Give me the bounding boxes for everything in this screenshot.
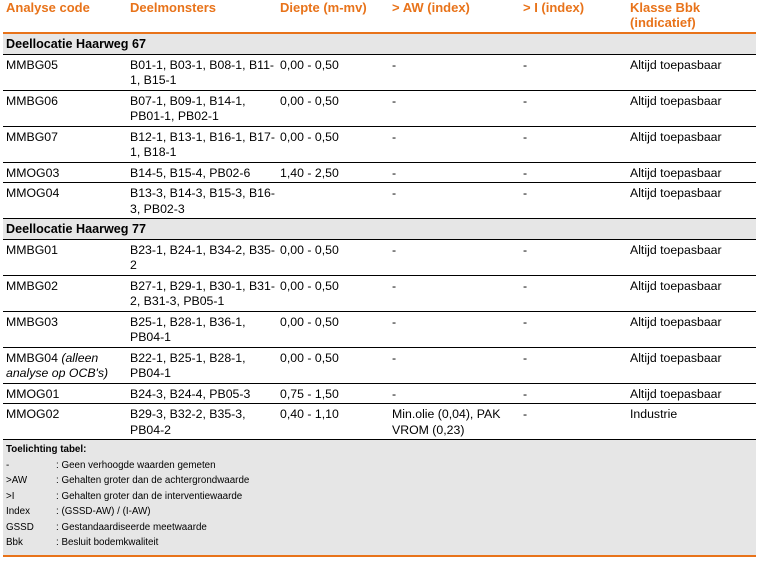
cell-diepte [277, 183, 389, 219]
section-title: Deellocatie Haarweg 77 [3, 219, 756, 240]
legend-item [6, 473, 756, 489]
cell-i-index: - [520, 90, 627, 126]
header-deelmonsters: Deelmonsters [127, 0, 277, 33]
cell-diepte: 1,40 - 2,50 [277, 162, 389, 183]
legend-key: GSSD [6, 521, 34, 533]
cell-aw-index: - [389, 126, 520, 162]
table-row [3, 404, 756, 440]
cell-analyse-code: MMBG02 [3, 275, 127, 311]
cell-i-index: - [523, 407, 528, 421]
cell-deelmonsters: B24-3, B24-4, PB05-3 [127, 383, 277, 404]
cell-deelmonsters: B23-1, B24-1, B34-2, B35-2 [127, 239, 277, 275]
cell-i-index: - [523, 186, 528, 200]
section-title: Deellocatie Haarweg 67 [3, 33, 756, 54]
legend-title: Toelichting tabel: [6, 444, 87, 455]
cell-klasse-bbk: Altijd toepasbaar [627, 311, 756, 347]
cell-aw-index: - [389, 54, 520, 90]
cell-diepte: 0,00 - 0,50 [277, 126, 389, 162]
cell-klasse-bbk: Industrie [630, 407, 678, 421]
header-diepte: Diepte (m-mv) [277, 0, 389, 33]
cell-analyse-code: MMBG03 [3, 311, 127, 347]
legend-key: Bbk [6, 537, 23, 548]
legend-text: : Geen verhoogde waarden gemeten [56, 459, 216, 471]
legend-text: : (GSSD-AW) / (I-AW) [56, 506, 151, 517]
table-row [3, 311, 756, 347]
cell-klasse-bbk: Altijd toepasbaar [627, 239, 756, 275]
cell-analyse-code: MMOG02 [6, 407, 60, 421]
cell-i-index: - [520, 383, 627, 404]
cell-analyse-code [3, 347, 127, 383]
cell-aw-index: - [389, 275, 520, 311]
header-i-index: > I (index) [520, 0, 627, 33]
analyse-code-note: (alleen analyse op OCB's) [6, 350, 109, 380]
cell-i-index: - [520, 126, 627, 162]
cell-i-index: - [520, 162, 627, 183]
cell-aw-index: Min.olie (0,04), PAK VROM (0,23) [392, 407, 501, 437]
cell-deelmonsters: B12-1, B13-1, B16-1, B17-1, B18-1 [127, 126, 277, 162]
legend-text: : Gehalten groter dan de achtergrondwaarde [56, 475, 250, 486]
cell-i-index: - [520, 239, 627, 275]
legend-key: - [6, 459, 10, 471]
cell-diepte: 0,00 - 0,50 [277, 54, 389, 90]
cell-aw-index: - [389, 162, 520, 183]
header-analyse-code: Analyse code [3, 0, 127, 33]
analyse-code-text: MMBG04 [6, 350, 58, 365]
cell-i-index: - [520, 347, 627, 383]
cell-diepte: 0,00 - 0,50 [277, 90, 389, 126]
results-table-container [3, 0, 756, 557]
results-table [3, 0, 756, 439]
cell-klasse-bbk: Altijd toepasbaar [627, 90, 756, 126]
legend-key: >I [6, 490, 15, 502]
header-klasse-bbk: Klasse Bbk (indicatief) [627, 0, 756, 33]
section-row [3, 33, 756, 54]
cell-analyse-code: MMOG04 [6, 186, 60, 200]
table-row [3, 239, 756, 275]
cell-aw-index: - [389, 347, 520, 383]
cell-klasse-bbk: Altijd toepasbaar [627, 347, 756, 383]
table-row [3, 383, 756, 404]
cell-analyse-code: MMOG01 [3, 383, 127, 404]
legend-text: : Gestandaardiseerde meetwaarde [56, 521, 207, 533]
cell-deelmonsters: B13-3, B14-3, B15-3, B16-3, PB02-3 [130, 186, 275, 216]
cell-aw-index: - [389, 311, 520, 347]
cell-deelmonsters: B29-3, B32-2, B35-3, PB04-2 [130, 407, 246, 437]
cell-diepte: 0,00 - 0,50 [277, 347, 389, 383]
table-header-row [3, 0, 756, 33]
table-row [3, 347, 756, 383]
table-legend [3, 439, 756, 557]
table-row [3, 162, 756, 183]
table-row [3, 54, 756, 90]
cell-diepte: 0,40 - 1,10 [280, 407, 339, 421]
cell-analyse-code: MMBG01 [3, 239, 127, 275]
cell-klasse-bbk: Altijd toepasbaar [627, 162, 756, 183]
cell-klasse-bbk: Altijd toepasbaar [627, 54, 756, 90]
legend-text: : Besluit bodemkwaliteit [56, 537, 159, 548]
cell-diepte: 0,75 - 1,50 [277, 383, 389, 404]
table-row [3, 126, 756, 162]
cell-diepte: 0,00 - 0,50 [277, 239, 389, 275]
cell-klasse-bbk: Altijd toepasbaar [627, 275, 756, 311]
legend-item [6, 504, 756, 520]
legend-item [6, 458, 756, 474]
legend-key: Index [6, 506, 30, 517]
table-row [3, 90, 756, 126]
cell-klasse-bbk: Altijd toepasbaar [630, 186, 722, 200]
cell-deelmonsters: B14-5, B15-4, PB02-6 [127, 162, 277, 183]
cell-aw-index: - [389, 383, 520, 404]
cell-i-index: - [520, 311, 627, 347]
legend-key: >AW [6, 475, 28, 486]
legend-item [6, 520, 756, 536]
cell-analyse-code: MMOG03 [3, 162, 127, 183]
legend-item [6, 489, 756, 505]
header-aw-index: > AW (index) [389, 0, 520, 33]
cell-analyse-code: MMBG06 [3, 90, 127, 126]
cell-i-index: - [520, 54, 627, 90]
cell-deelmonsters: B27-1, B29-1, B30-1, B31-2, B31-3, PB05-1 [127, 275, 277, 311]
cell-analyse-code: MMBG07 [3, 126, 127, 162]
cell-klasse-bbk: Altijd toepasbaar [627, 126, 756, 162]
cell-analyse-code: MMBG05 [3, 54, 127, 90]
legend-item [6, 535, 756, 551]
cell-diepte: 0,00 - 0,50 [277, 311, 389, 347]
table-row [3, 183, 756, 219]
table-row [3, 275, 756, 311]
cell-aw-index: - [389, 239, 520, 275]
legend-text: : Gehalten groter dan de interventiewaarde [56, 490, 243, 502]
cell-klasse-bbk: Altijd toepasbaar [627, 383, 756, 404]
cell-aw-index: - [389, 90, 520, 126]
cell-aw-index: - [392, 186, 397, 200]
cell-diepte: 0,00 - 0,50 [277, 275, 389, 311]
cell-i-index: - [520, 275, 627, 311]
cell-deelmonsters: B07-1, B09-1, B14-1, PB01-1, PB02-1 [127, 90, 277, 126]
cell-deelmonsters: B22-1, B25-1, B28-1, PB04-1 [127, 347, 277, 383]
section-row [3, 219, 756, 240]
cell-deelmonsters: B01-1, B03-1, B08-1, B11-1, B15-1 [127, 54, 277, 90]
cell-deelmonsters: B25-1, B28-1, B36-1, PB04-1 [127, 311, 277, 347]
